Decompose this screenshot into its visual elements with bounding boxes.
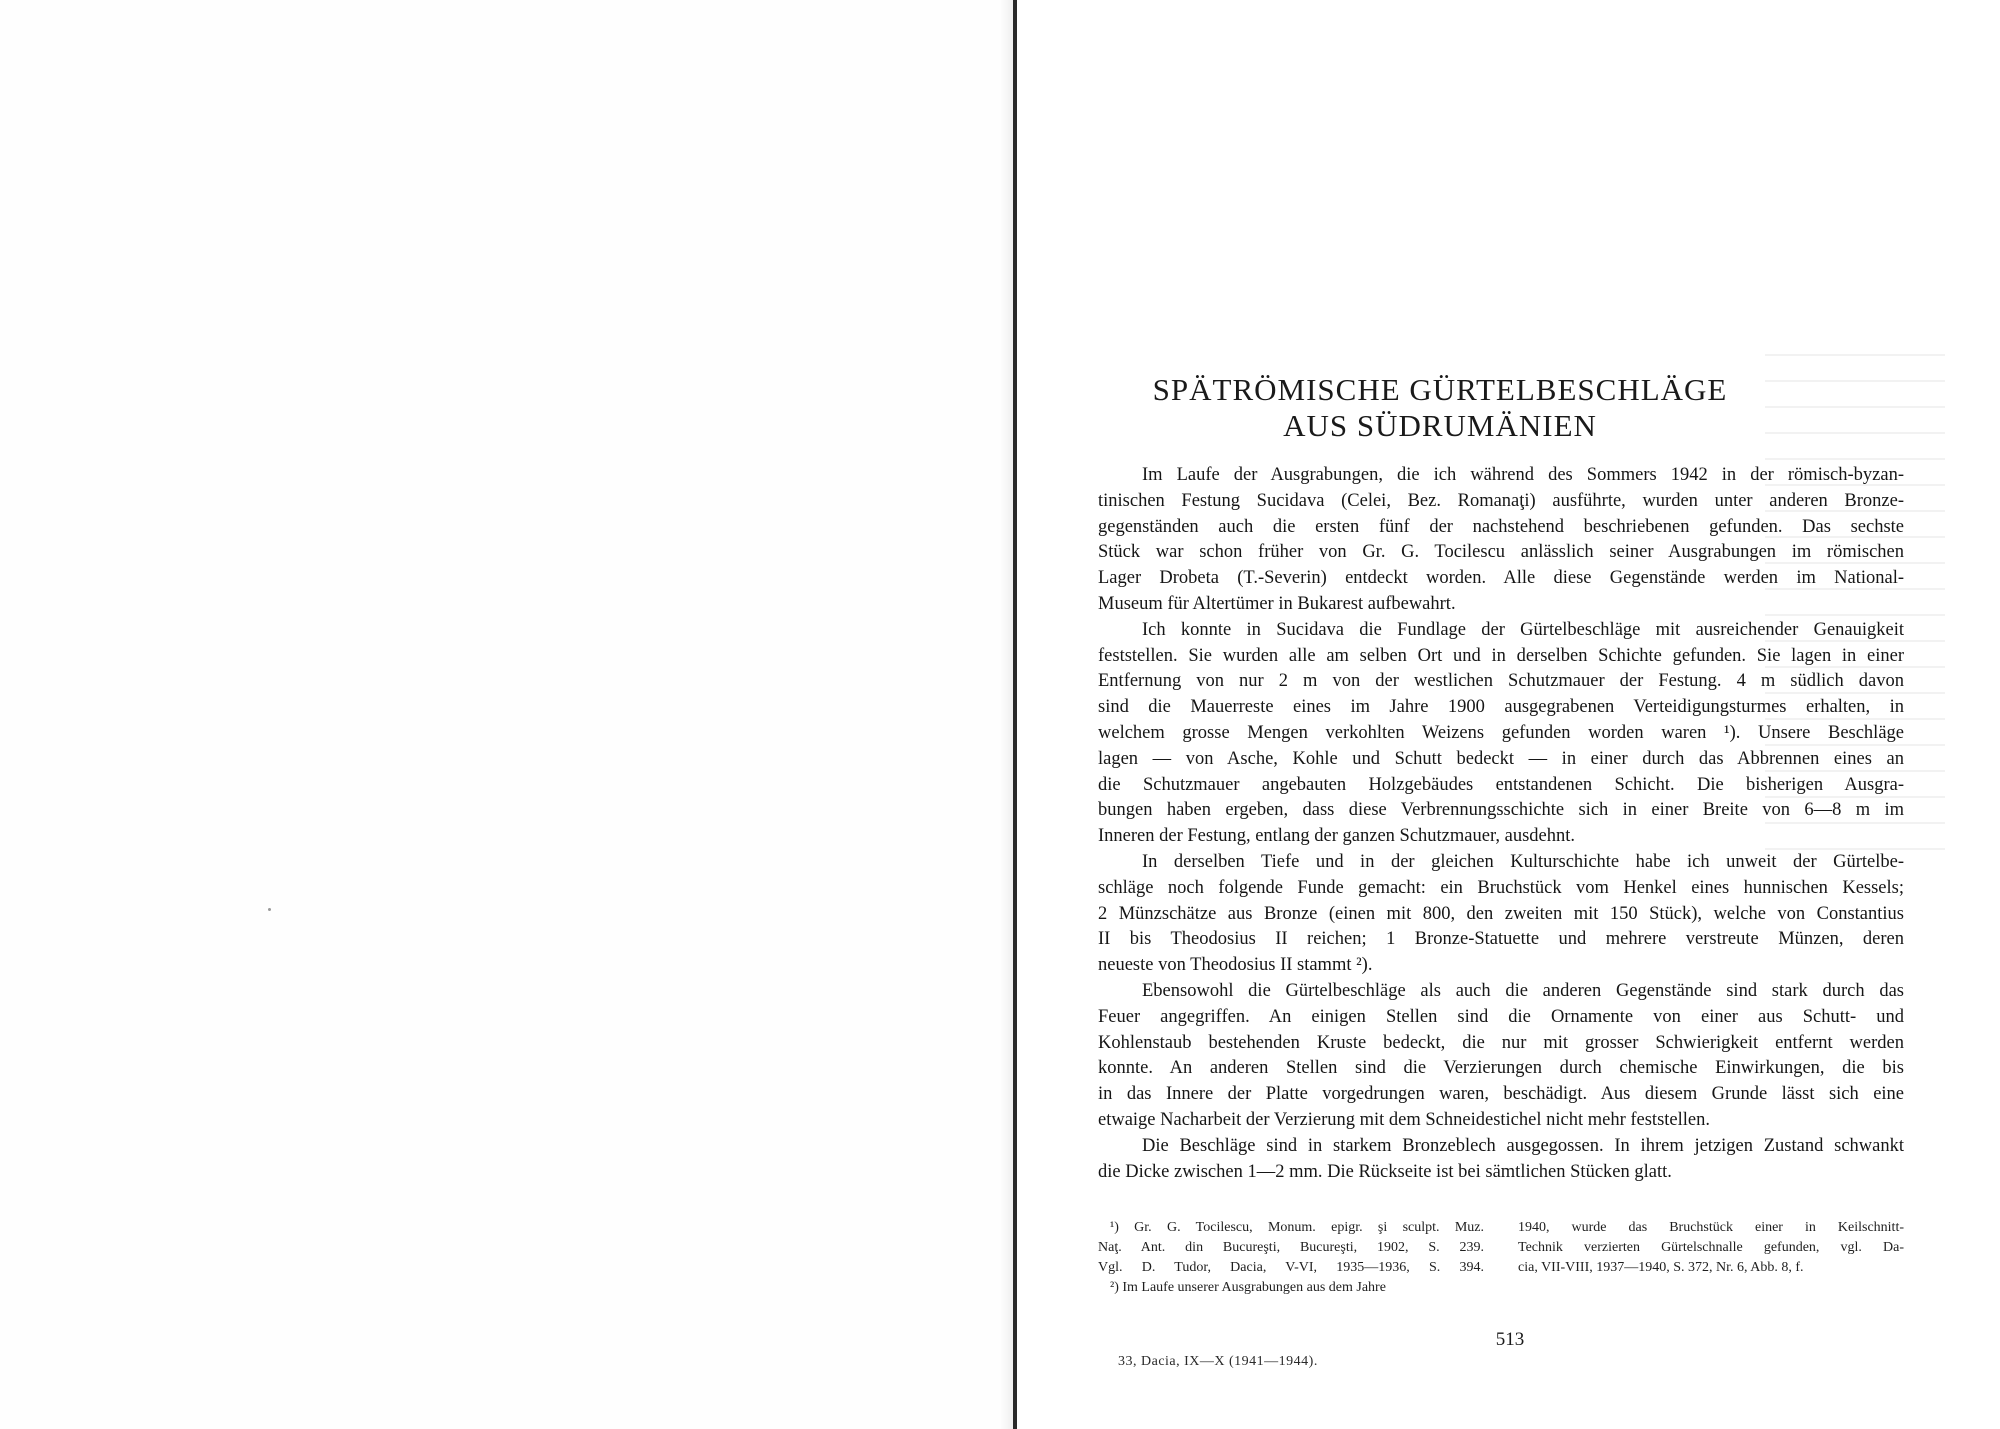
text-line: lagen — von Asche, Kohle und Schutt bedeckt — in einer durch das Abbrennen eines an	[1098, 748, 1904, 769]
paragraph	[1098, 979, 1904, 1134]
text-line: Stück war schon früher von Gr. G. Tocilescu anlässlich seiner Ausgrabungen im römischen	[1098, 542, 1904, 563]
footnote-line: Vgl. D. Tudor, Dacia, V-VI, 1935—1936, S. 394.	[1098, 1260, 1484, 1275]
text-line: welchem grosse Mengen verkohlten Weizens gefunden worden waren ¹). Unsere Beschläge	[1098, 722, 1904, 743]
text-line: Im Laufe der Ausgrabungen, die ich während des Sommers 1942 in der römisch-byzan-	[1142, 465, 1904, 485]
article-title-line-1: SPÄTRÖMISCHE GÜRTELBESCHLÄGE	[1152, 372, 1728, 407]
text-line: Ich konnte in Sucidava die Fundlage der Gürtelbeschläge mit ausreichender Genauigkeit	[1142, 619, 1904, 640]
text-line: die Dicke zwischen 1—2 mm. Die Rückseite ist bei sämtlichen Stücken glatt.	[1098, 1161, 1672, 1182]
text-line: Entfernung von nur 2 m von der westlichen Schutzmauer der Festung. 4 m südlich davon	[1098, 671, 1904, 692]
text-line: feststellen. Sie wurden alle am selben Ort und in derselben Schichte gefunden. Sie lagen in einer	[1098, 645, 1904, 666]
text-line: sind die Mauerreste eines im Jahre 1900 ausgegrabenen Verteidigungsturmes erhalten, in	[1098, 697, 1904, 718]
footnote-line: ¹) Gr. G. Tocilescu, Monum. epigr. şi sculpt. Muz.	[1110, 1220, 1484, 1235]
text-line: neueste von Theodosius II stammt ²).	[1098, 955, 1373, 976]
paragraph	[1098, 463, 1904, 618]
gutter-shadow	[1000, 0, 1013, 1429]
footnote-line: Naţ. Ant. din Bucureşti, Bucureşti, 1902, S. 239.	[1098, 1240, 1484, 1255]
text-line: gegenständen auch die ersten fünf der nachstehend beschriebenen gefunden. Das sechste	[1098, 516, 1904, 537]
text-line: Kohlenstaub bestehenden Kruste bedeckt, die nur mit grosser Schwierigkeit entfernt werden	[1098, 1032, 1904, 1053]
text-line: Museum für Altertümer in Bukarest aufbewahrt.	[1098, 593, 1456, 614]
text-line: etwaige Nacharbeit der Verzierung mit dem Schneidestichel nicht mehr feststellen.	[1098, 1109, 1710, 1130]
footnote-line: ²) Im Laufe unserer Ausgrabungen aus dem Jahre	[1110, 1280, 1386, 1295]
footnotes-right-column	[1518, 1218, 1904, 1278]
text-line: Lager Drobeta (T.-Severin) entdeckt worden. Alle diese Gegenstände werden im National-	[1098, 568, 1904, 589]
text-line: konnte. An anderen Stellen sind die Verzierungen durch chemische Einwirkungen, die bis	[1098, 1058, 1904, 1079]
paragraph	[1098, 850, 1904, 979]
text-line: In derselben Tiefe und in der gleichen Kulturschichte habe ich unweit der Gürtelbe-	[1142, 851, 1904, 872]
footnote-line: cia, VII-VIII, 1937—1940, S. 372, Nr. 6, Abb. 8, f.	[1518, 1260, 1804, 1275]
text-line: Feuer angegriffen. An einigen Stellen sind die Ornamente von einer aus Schutt- und	[1098, 1006, 1904, 1027]
text-line: bungen haben ergeben, dass diese Verbrennungsschichte sich in einer Breite von 6—8 m im	[1098, 800, 1904, 821]
text-line: Die Beschläge sind in starkem Bronzeblech ausgegossen. In ihrem jetzigen Zustand schwankt	[1142, 1135, 1904, 1156]
text-line: tinischen Festung Sucidava (Celei, Bez. Romanaţi) ausführte, wurden unter anderen Bronze-	[1098, 490, 1904, 511]
text-line: 2 Münzschätze aus Bronze (einen mit 800, den zweiten mit 150 Stück), welche von Constantius	[1098, 903, 1904, 924]
text-line: II bis Theodosius II reichen; 1 Bronze-Statuette und mehrere verstreute Münzen, deren	[1098, 929, 1904, 950]
printer-signature: 33, Dacia, IX—X (1941—1944).	[1118, 1354, 1318, 1369]
page-number: 513	[1495, 1329, 1525, 1350]
paper-speck	[268, 908, 271, 911]
article-body	[1098, 463, 1904, 1185]
text-line: in das Innere der Platte vorgedrungen waren, beschädigt. Aus diesem Grunde lässt sich eine	[1098, 1084, 1904, 1105]
text-line: schläge noch folgende Funde gemacht: ein Bruchstück vom Henkel eines hunnischen Kessels;	[1098, 877, 1904, 898]
footnote-line: Technik verzierten Gürtelschnalle gefunden, vgl. Da-	[1518, 1240, 1904, 1255]
footnote-line: 1940, wurde das Bruchstück einer in Keilschnitt-	[1518, 1220, 1904, 1235]
paragraph	[1098, 1134, 1904, 1186]
footnotes-left-column	[1098, 1218, 1484, 1298]
paragraph	[1098, 618, 1904, 850]
text-line: Ebensowohl die Gürtelbeschläge als auch die anderen Gegenstände sind stark durch das	[1142, 980, 1904, 1001]
article-title-line-2: AUS SÜDRUMÄNIEN	[1283, 408, 1597, 443]
text-line: Inneren der Festung, entlang der ganzen Schutzmauer, ausdehnt.	[1098, 826, 1576, 847]
text-line: die Schutzmauer angebauten Holzgebäudes entstandenen Schicht. Die bisherigen Ausgra-	[1098, 774, 1904, 795]
